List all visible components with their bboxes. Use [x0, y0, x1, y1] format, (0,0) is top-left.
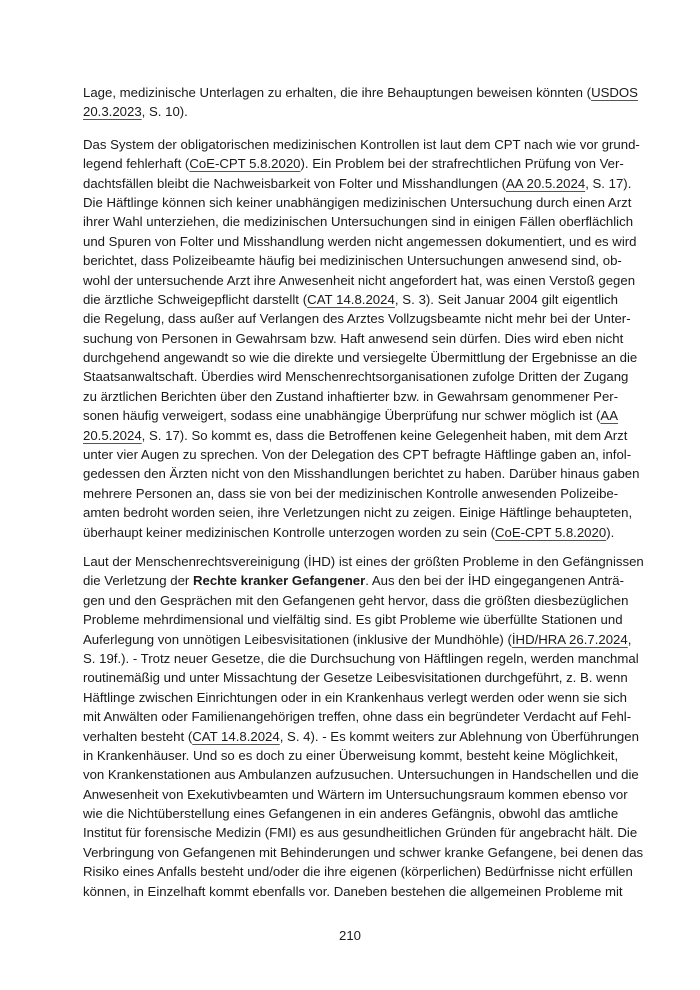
- text-line: [83, 882, 623, 901]
- text-segment: ). Ein Problem bei der strafrechtlichen Prüfung von Ver-: [300, 156, 624, 172]
- text-line: [83, 688, 627, 707]
- citation-link[interactable]: AA: [600, 408, 618, 424]
- citation-link[interactable]: 20.5.2024: [83, 427, 142, 443]
- text-line: [83, 804, 618, 823]
- text-line: [83, 102, 618, 121]
- citation-link[interactable]: İHD/HRA 26.7.2024: [511, 631, 628, 647]
- text-segment: die Regelung, dass außer auf Verlangen des Arztes Vollzugsbeamte nicht mehr bei der Unter-: [83, 311, 631, 327]
- text-line: [83, 707, 632, 726]
- document-body: [83, 83, 644, 911]
- text-segment: die Verletzung der: [83, 573, 193, 589]
- text-line: [83, 329, 624, 348]
- text-line: [83, 387, 618, 406]
- paragraph: [83, 83, 638, 122]
- text-line: [83, 193, 632, 212]
- text-segment: , S. 17). So kommt es, dass die Betroffenen keine Gelegenheit haben, mit dem Arzt: [141, 427, 628, 443]
- page-number: 210: [338, 928, 361, 943]
- text-segment: Das System der obligatorischen medizinischen Kontrollen ist laut dem CPT nach wie vor grund-: [83, 136, 640, 152]
- text-segment: , S. 17).: [585, 175, 632, 191]
- text-line: [83, 135, 640, 154]
- text-line: [83, 503, 633, 522]
- text-line: [83, 843, 644, 862]
- text-segment: S. 19f.). - Trotz neuer Gesetze, die die Durchsuchung von Häftlingen regeln, werden manchmal: [83, 650, 639, 666]
- text-line: [83, 823, 638, 842]
- text-line: [83, 83, 638, 102]
- text-segment: von Krankenstationen aus Ambulanzen aufzusuchen. Untersuchungen in Handschellen und die: [83, 767, 639, 783]
- text-segment: die ärztliche Schweigepflicht darstellt (: [83, 291, 308, 307]
- text-segment: überhaupt keiner medizinischen Kontrolle unterzogen worden zu sein (: [83, 524, 495, 540]
- citation-link[interactable]: CAT 14.8.2024: [307, 291, 395, 307]
- text-segment: berichtet, dass Polizeibeamte häufig bei medizinischen Untersuchungen anwesend sind, ob-: [83, 253, 622, 269]
- text-segment: wohl der untersuchende Arzt ihre Anwesenheit nicht angefordert hat, was einen Verstoß gegen: [83, 272, 636, 288]
- text-line: [83, 406, 618, 425]
- text-line: [83, 271, 636, 290]
- text-line: [83, 571, 625, 590]
- paragraph: [83, 135, 640, 542]
- text-line: [83, 348, 638, 367]
- text-line: [83, 290, 618, 309]
- text-line: [83, 309, 631, 328]
- text-segment: mit Anwälten oder Familienangehörigen treffen, ohne dass ein begründeter Verdacht auf Fehl-: [83, 709, 632, 725]
- text-line: [83, 668, 628, 687]
- text-line: [83, 426, 628, 445]
- text-line: [83, 523, 618, 542]
- text-line: [83, 251, 622, 270]
- text-line: [83, 746, 618, 765]
- text-segment: routinemäßig und unter Missachtung der Gesetze Leibesvisitationen durchgeführt, z. B. wenn: [83, 670, 628, 686]
- text-line: [83, 154, 624, 173]
- text-segment: Anwesenheit von Exekutivbeamten und Wärtern im Untersuchungsraum kommen ebenso vor: [83, 786, 628, 802]
- text-line: [83, 445, 632, 464]
- citation-link[interactable]: 20.3.2023: [83, 104, 142, 120]
- text-segment: gedessen den Ärzten nicht von den Misshandlungen berichtet zu haben. Darüber hinaus gaben: [83, 466, 640, 482]
- text-segment: Risiko eines Anfalls besteht und/oder die ihre eigenen (körperlichen) Bedürfnisse nicht erfüllen: [83, 864, 633, 880]
- citation-link[interactable]: CAT 14.8.2024: [192, 728, 280, 744]
- text-line: [83, 212, 634, 231]
- text-segment: dachtsfällen bleibt die Nachweisbarkeit von Folter und Misshandlungen (: [83, 175, 506, 191]
- text-line: [83, 630, 632, 649]
- text-segment: ,: [627, 631, 632, 647]
- text-line: [83, 367, 629, 386]
- text-line: [83, 785, 628, 804]
- text-line: [83, 765, 639, 784]
- text-segment: Verbringung von Gefangenen mit Behinderungen und schwer kranke Gefangene, bei denen das: [83, 844, 644, 860]
- text-segment: sonen häufig verweigert, sodass eine unabhängige Überprüfung nur schwer möglich ist (: [83, 408, 601, 424]
- text-line: [83, 232, 637, 251]
- citation-link[interactable]: CoE-CPT 5.8.2020: [189, 156, 301, 172]
- text-line: [83, 174, 632, 193]
- text-line: [83, 727, 639, 746]
- text-segment: Laut der Menschenrechtsvereinigung (İHD) ist eines der größten Probleme in den Gefängnissen: [83, 553, 644, 569]
- text-segment: in Krankenhäuser. Und so es doch zu einer Überweisung kommt, besteht keine Möglichkeit,: [83, 747, 619, 763]
- text-segment: amten bedroht worden seien, ihre Verletzungen nicht zu zeigen. Einige Häftlinge behaupteten,: [83, 505, 633, 521]
- text-segment: Lage, medizinische Unterlagen zu erhalten, die ihre Behauptungen beweisen könnten (: [83, 85, 592, 100]
- text-segment: mehrere Personen an, dass sie von bei der medizinischen Kontrolle anwesenden Polizeibe-: [83, 485, 619, 501]
- bold-emphasis: Rechte kranker Gefangener: [192, 573, 366, 589]
- text-line: [83, 552, 644, 571]
- text-segment: , S. 10).: [141, 104, 188, 120]
- text-line: [83, 464, 640, 483]
- text-segment: ihrer Wahl unterziehen, die medizinischen Untersuchungen sind in einigen Fällen oberflächlich: [83, 214, 634, 230]
- text-line: [83, 484, 618, 503]
- text-segment: ).: [606, 524, 615, 540]
- text-segment: Staatsanwaltschaft. Überdies wird Menschenrechtsorganisationen zufolge Dritten der Zugang: [83, 369, 629, 385]
- text-segment: gen und den Gesprächen mit den Gefangenen geht hervor, dass die größten diesbezüglichen: [83, 592, 629, 608]
- text-segment: , S. 4). - Es kommt weiters zur Ablehnung von Überführungen: [279, 728, 639, 744]
- text-segment: Auferlegung von unnötigen Leibesvisitationen (inklusive der Mundhöhle) (: [83, 631, 512, 647]
- text-segment: Institut für forensische Medizin (FMI) es aus gesundheitlichen Gründen für angebracht hält. Die: [83, 825, 638, 841]
- text-segment: und Spuren von Folter und Misshandlung werden nicht angemessen dokumentiert, und es wird: [83, 233, 637, 249]
- text-line: [83, 649, 639, 668]
- text-segment: , S. 3). Seit Januar 2004 gilt eigentlich: [394, 291, 618, 307]
- text-line: [83, 862, 633, 881]
- text-segment: können, in Einzelhaft kommt ebenfalls vor. Daneben bestehen die allgemeinen Probleme mit: [83, 883, 623, 899]
- text-line: [83, 610, 623, 629]
- text-segment: . Aus den bei der İHD eingegangenen Anträ-: [365, 573, 625, 589]
- citation-link[interactable]: CoE-CPT 5.8.2020: [495, 524, 607, 540]
- citation-link[interactable]: AA 20.5.2024: [505, 175, 586, 191]
- paragraph: [83, 552, 644, 901]
- text-segment: wie die Nichtüberstellung eines Gefangenen in ein anderes Gefängnis, obwohl das amtliche: [83, 806, 619, 822]
- text-segment: zu ärztlichen Berichten über den Zustand inhaftierter bzw. in Gewahrsam genommener Per-: [83, 388, 619, 404]
- text-segment: suchung von Personen in Gewahrsam bzw. Haft anwesend sein dürfen. Dies wird eben nicht: [83, 330, 624, 346]
- text-segment: Häftlinge zwischen Einrichtungen oder in ein Krankenhaus verlegt werden oder wenn sie sich: [83, 689, 627, 705]
- text-segment: durchgehend angewandt so wie die direkte und versiegelte Übermittlung der Ergebnisse an die: [83, 350, 638, 366]
- text-segment: Die Häftlinge können sich keiner unabhängigen medizinischen Untersuchung durch einen Arzt: [83, 194, 632, 210]
- text-segment: Probleme mehrdimensional und vielfältig sind. Es gibt Probleme wie überfüllte Stationen und: [83, 612, 623, 628]
- text-segment: unter vier Augen zu sprechen. Von der Delegation des CPT befragte Häftlinge gaben an, infol-: [83, 447, 632, 463]
- text-segment: verhalten besteht (: [83, 728, 193, 744]
- text-segment: legend fehlerhaft (: [83, 156, 190, 172]
- text-line: [83, 591, 629, 610]
- citation-link[interactable]: USDOS: [591, 85, 638, 100]
